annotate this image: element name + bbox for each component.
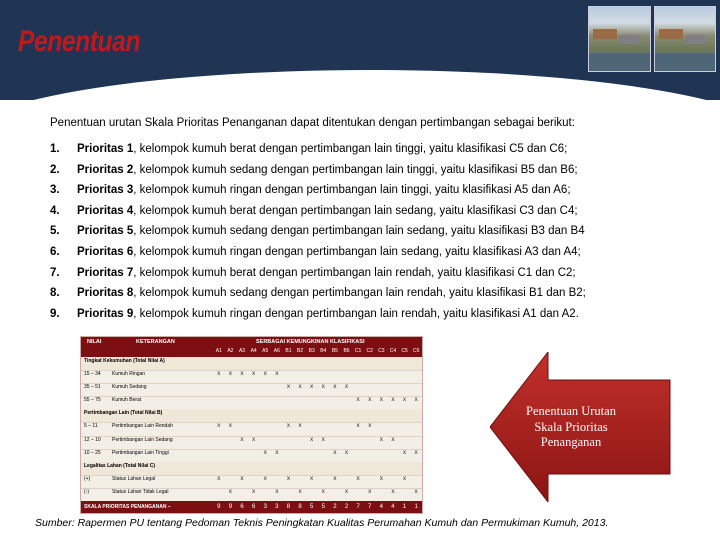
row-nilai: 35 – 51 [84,384,101,391]
priority-label: Prioritas 4 [77,204,134,217]
header-kemungkinan: SERBAGAI KEMUNGKINAN KLASIFIKASI [256,339,365,345]
row-keterangan: Kumuh Ringan [112,371,146,378]
table-section-row [81,357,422,371]
empty-cell [329,422,341,435]
empty-cell [294,396,306,409]
x-mark: x [333,474,337,482]
x-mark: x [263,448,267,456]
empty-cell [376,488,388,501]
table-footer [81,501,422,513]
x-mark: x [240,435,244,443]
priority-number: 7. [50,266,60,279]
x-mark: x [356,396,360,404]
empty-cell [213,383,225,396]
x-mark: x [217,370,221,378]
classification-code: C5 [401,348,408,354]
x-mark: x [391,435,395,443]
page-title [18,25,391,59]
source-citation: Sumber: Rapermen PU tentang Pedoman Teknis Peningkatan Kualitas Perumahan Kumuh dan Permukiman Kumuh, 2013. [35,517,609,529]
priority-label: Prioritas 9 [77,307,134,320]
x-mark: x [228,487,233,495]
row-marks [213,370,422,383]
empty-cell [364,383,376,396]
priority-number: 4. [50,204,60,217]
row-nilai: (+) [84,475,91,482]
title-highlight: Penentuan [18,25,141,58]
priority-text [77,184,571,196]
empty-cell [248,383,260,396]
callout-text [512,404,630,451]
empty-cell [306,396,318,409]
empty-cell [271,383,283,396]
section-label: Tingkat Kekumuhan (Total Nilai A) [84,358,165,364]
row-marks [213,396,422,409]
callout-line-3: Penanganan [540,435,602,449]
empty-cell [236,449,248,462]
empty-cell [399,436,411,449]
priority-item [50,267,690,288]
classification-code: B4 [320,348,327,354]
priority-label: Prioritas 1 [77,143,134,155]
priority-scale-value: 2 [333,504,337,510]
empty-cell [213,488,225,501]
priority-number: 8. [50,287,60,300]
priority-description: , kelompok kumuh ringan dengan pertimbangan lain rendah, yaitu klasifikasi A1 dan A2. [133,307,579,320]
table-section-row [81,462,422,476]
x-mark: x [286,383,291,391]
empty-cell [294,449,306,462]
table-section-row [81,409,422,423]
x-mark: x [240,370,244,378]
priority-number: 9. [50,307,60,320]
x-mark: x [379,396,383,404]
priority-text [77,287,586,299]
classification-code: A2 [227,348,234,354]
priority-label: Prioritas 8 [77,287,134,300]
empty-cell [376,383,388,396]
table-row [81,449,422,463]
empty-cell [399,383,411,396]
classification-code: C6 [412,348,420,354]
priority-description: , kelompok kumuh berat dengan pertimbangan lain sedang, yaitu klasifikasi C3 dan C4; [133,204,578,217]
x-mark: x [286,474,291,482]
empty-cell [236,422,248,435]
empty-cell [341,396,353,409]
row-nilai: 55 – 75 [84,397,101,404]
table-row [81,370,422,384]
empty-cell [352,383,364,396]
priority-scale-value: 5 [321,504,325,510]
priority-description: , kelompok kumuh berat dengan pertimbangan lain tinggi, yaitu klasifikasi C5 dan C6; [133,143,568,155]
x-mark: x [414,448,418,456]
callout-line-1: Penentuan Urutan [526,404,616,418]
empty-cell [248,449,260,462]
empty-cell [376,370,388,383]
classification-codes [213,348,422,354]
classification-code: C2 [366,348,373,354]
header-photos [588,6,716,72]
x-mark: x [321,487,325,495]
empty-cell [225,396,237,409]
x-mark: x [310,474,314,482]
row-marks [213,488,422,501]
classification-code: A4 [250,348,257,354]
empty-cell [341,475,353,488]
x-mark: x [344,487,349,495]
classification-code: B6 [343,348,350,354]
priority-scale-value: 6 [240,504,244,510]
priority-scale-value: 6 [251,504,256,510]
empty-cell [317,449,329,462]
x-mark: x [298,422,302,430]
priority-text [77,164,578,176]
empty-cell [376,449,388,462]
x-mark: x [356,422,360,430]
row-keterangan: Pertimbangan Lain Tinggi [112,449,169,456]
empty-cell [225,475,237,488]
empty-cell [364,449,376,462]
priority-scale-value: 5 [310,504,314,510]
x-mark: x [344,383,349,391]
x-mark: x [402,448,407,456]
x-mark: x [333,448,337,456]
classification-code: B5 [331,348,338,354]
empty-cell [271,436,283,449]
priority-text [77,308,579,320]
empty-cell [236,396,248,409]
empty-cell [387,422,399,435]
priority-scale-value: 8 [298,504,302,510]
priority-description: , kelompok kumuh sedang dengan pertimbangan lain tinggi, yaitu klasifikasi B5 dan B6; [133,163,578,176]
priority-label: Prioritas 7 [77,266,134,279]
empty-cell [387,449,399,462]
table-row [81,383,422,397]
x-mark: x [286,422,291,430]
row-nilai: 15 – 34 [84,371,101,378]
empty-cell [271,475,283,488]
priority-scale-value: 9 [228,504,233,510]
empty-cell [294,436,306,449]
empty-cell [352,370,364,383]
empty-cell [283,396,295,409]
classification-code: A1 [215,348,222,354]
empty-cell [259,488,271,501]
priority-description: , kelompok kumuh berat dengan pertimbangan lain rendah, yaitu klasifikasi C1 dan C2; [133,266,576,279]
section-label: Legalitas Lahan (Total Nilai C) [84,462,156,469]
priority-text [77,267,576,279]
priority-scale-value: 7 [356,504,360,510]
row-nilai: 10 – 25 [84,449,101,456]
x-mark: x [333,383,337,391]
empty-cell [387,383,399,396]
priority-number: 2. [50,163,60,176]
empty-cell [364,436,376,449]
empty-cell [410,422,422,435]
row-keterangan: Pertimbangan Lain Rendah [112,423,173,430]
x-mark: x [252,487,256,495]
x-mark: x [379,474,383,482]
empty-cell [306,422,318,435]
classification-code: A5 [262,348,269,354]
empty-cell [271,396,283,409]
classification-code: C3 [378,348,385,354]
empty-cell [306,488,318,501]
settlement-photo-2 [654,6,717,72]
empty-cell [352,488,364,501]
priority-label: Prioritas 5 [77,225,134,238]
priority-number: 3. [50,184,60,197]
row-keterangan: Kumuh Sedang [112,384,147,391]
empty-cell [410,383,422,396]
empty-cell [317,422,329,435]
table-header [81,337,422,357]
priority-text [77,225,585,237]
x-mark: x [344,448,349,456]
x-mark: x [263,370,267,378]
row-nilai: (-) [84,488,89,495]
row-marks [213,383,422,396]
x-mark: x [391,396,395,404]
priority-text [77,143,567,155]
priority-scale-value: 1 [414,504,418,510]
empty-cell [410,436,422,449]
priority-label: Prioritas 3 [77,184,134,197]
table-row [81,436,422,450]
priority-text [77,205,578,217]
priority-number: 1. [50,143,60,155]
priority-description: , kelompok kumuh sedang dengan pertimbangan lain sedang, yaitu klasifikasi B3 dan B4 [133,225,585,238]
x-mark: x [228,370,233,378]
x-mark: x [217,422,221,430]
priority-scale-value: 3 [275,504,279,510]
x-mark: x [414,487,418,495]
header-keterangan: KETERANGAN [136,339,175,345]
classification-table [80,336,423,514]
empty-cell [236,383,248,396]
x-mark: x [310,383,314,391]
classification-code: A6 [273,348,280,354]
table-row [81,488,422,502]
row-keterangan: Status Lahan Legal [112,475,156,482]
x-mark: x [275,370,279,378]
table-row [81,422,422,436]
x-mark: x [252,435,256,443]
header-nilai: NILAI [87,339,102,345]
classification-code: B3 [308,348,315,354]
priority-item [50,164,690,185]
empty-cell [294,475,306,488]
classification-code: C1 [354,348,362,354]
row-keterangan: Pertimbangan Lain Sedang [112,436,173,443]
priority-list [50,143,690,328]
empty-cell [248,475,260,488]
empty-cell [283,449,295,462]
empty-cell [341,422,353,435]
table-row [81,396,422,410]
x-mark: x [321,435,325,443]
empty-cell [213,396,225,409]
empty-cell [341,436,353,449]
priority-text [77,246,581,258]
empty-cell [364,370,376,383]
priority-scale-value: 9 [217,504,221,510]
row-marks [213,475,422,488]
priority-scale-value: 3 [263,504,267,510]
empty-cell [410,370,422,383]
priority-number: 6. [50,245,60,258]
empty-cell [317,396,329,409]
x-mark: x [310,435,314,443]
empty-cell [259,396,271,409]
priority-description: , kelompok kumuh ringan dengan pertimbangan lain sedang, yaitu klasifikasi A3 dan A4; [133,245,581,258]
empty-cell [387,475,399,488]
empty-cell [329,488,341,501]
empty-cell [225,383,237,396]
empty-cell [399,370,411,383]
empty-cell [329,370,341,383]
x-mark: x [414,396,418,404]
priority-scale-value: 4 [391,504,395,510]
empty-cell [259,422,271,435]
priority-label: Prioritas 6 [77,245,134,258]
classification-code: B2 [297,348,304,354]
x-mark: x [298,487,302,495]
row-keterangan: Kumuh Berat [112,397,142,404]
empty-cell [283,370,295,383]
priority-scale-value: 4 [379,504,383,510]
priority-description: , kelompok kumuh sedang dengan pertimbangan lain rendah, yaitu klasifikasi B1 dan B2; [133,287,586,300]
empty-cell [399,488,411,501]
x-mark: x [275,448,279,456]
row-nilai: 5 – 11 [84,423,98,430]
callout-line-2: Skala Prioritas [534,419,608,434]
empty-cell [410,475,422,488]
priority-item [50,308,690,329]
empty-cell [352,436,364,449]
empty-cell [236,488,248,501]
x-mark: x [263,474,267,482]
row-nilai: 12 – 10 [84,436,101,443]
priority-scale-value: 8 [286,504,291,510]
empty-cell [248,422,260,435]
classification-code: C4 [389,348,397,354]
priority-item [50,225,690,246]
x-mark: x [240,474,244,482]
x-mark: x [298,383,302,391]
empty-cell [294,370,306,383]
priority-number: 5. [50,225,60,238]
x-mark: x [368,422,372,430]
x-mark: x [217,474,221,482]
row-keterangan: Status Lahan Tidak Legal [112,488,169,495]
priority-description: , kelompok kumuh ringan dengan pertimbangan lain tinggi, yaitu klasifikasi A5 dan A6; [133,184,571,197]
empty-cell [271,422,283,435]
priority-item [50,184,690,205]
settlement-photo-1 [588,6,651,72]
empty-cell [352,449,364,462]
priority-item [50,246,690,267]
x-mark: x [252,370,256,378]
empty-cell [306,449,318,462]
x-mark: x [402,396,407,404]
x-mark: x [379,435,383,443]
priority-item [50,205,690,226]
priority-item [50,287,690,308]
empty-cell [329,396,341,409]
empty-cell [387,370,399,383]
footer-label: SKALA PRIORITAS PENANGANAN – [84,504,171,510]
priority-item [50,143,690,164]
footer-values [213,502,422,512]
empty-cell [317,475,329,488]
priority-scale-value: 1 [402,504,407,510]
x-mark: x [368,487,372,495]
x-mark: x [321,383,325,391]
empty-cell [317,370,329,383]
section-label: Pertimbangan Lain (Total Nilai B) [84,410,163,417]
empty-cell [376,422,388,435]
x-mark: x [368,396,372,404]
x-mark: x [275,487,279,495]
priority-label: Prioritas 2 [77,163,134,176]
priority-scale-value: 2 [344,504,349,510]
classification-code: B1 [285,348,292,354]
empty-cell [329,436,341,449]
table-row [81,475,422,489]
empty-cell [225,436,237,449]
empty-cell [364,475,376,488]
empty-cell [213,436,225,449]
empty-cell [225,449,237,462]
empty-cell [248,396,260,409]
priority-scale-value: 7 [368,504,372,510]
empty-cell [306,370,318,383]
x-mark: x [356,474,360,482]
empty-cell [399,422,411,435]
empty-cell [259,436,271,449]
empty-cell [283,488,295,501]
x-mark: x [228,422,233,430]
title-rest: Prioritas Penanganan [146,25,392,58]
row-marks [213,436,422,449]
x-mark: x [391,487,395,495]
empty-cell [341,370,353,383]
empty-cell [213,449,225,462]
x-mark: x [402,474,407,482]
empty-cell [259,383,271,396]
intro-text: Penentuan urutan Skala Prioritas Penanganan dapat ditentukan dengan pertimbangan sebagai berikut: [50,117,575,129]
empty-cell [283,436,295,449]
row-marks [213,422,422,435]
classification-code: A3 [238,348,246,354]
row-marks [213,449,422,462]
